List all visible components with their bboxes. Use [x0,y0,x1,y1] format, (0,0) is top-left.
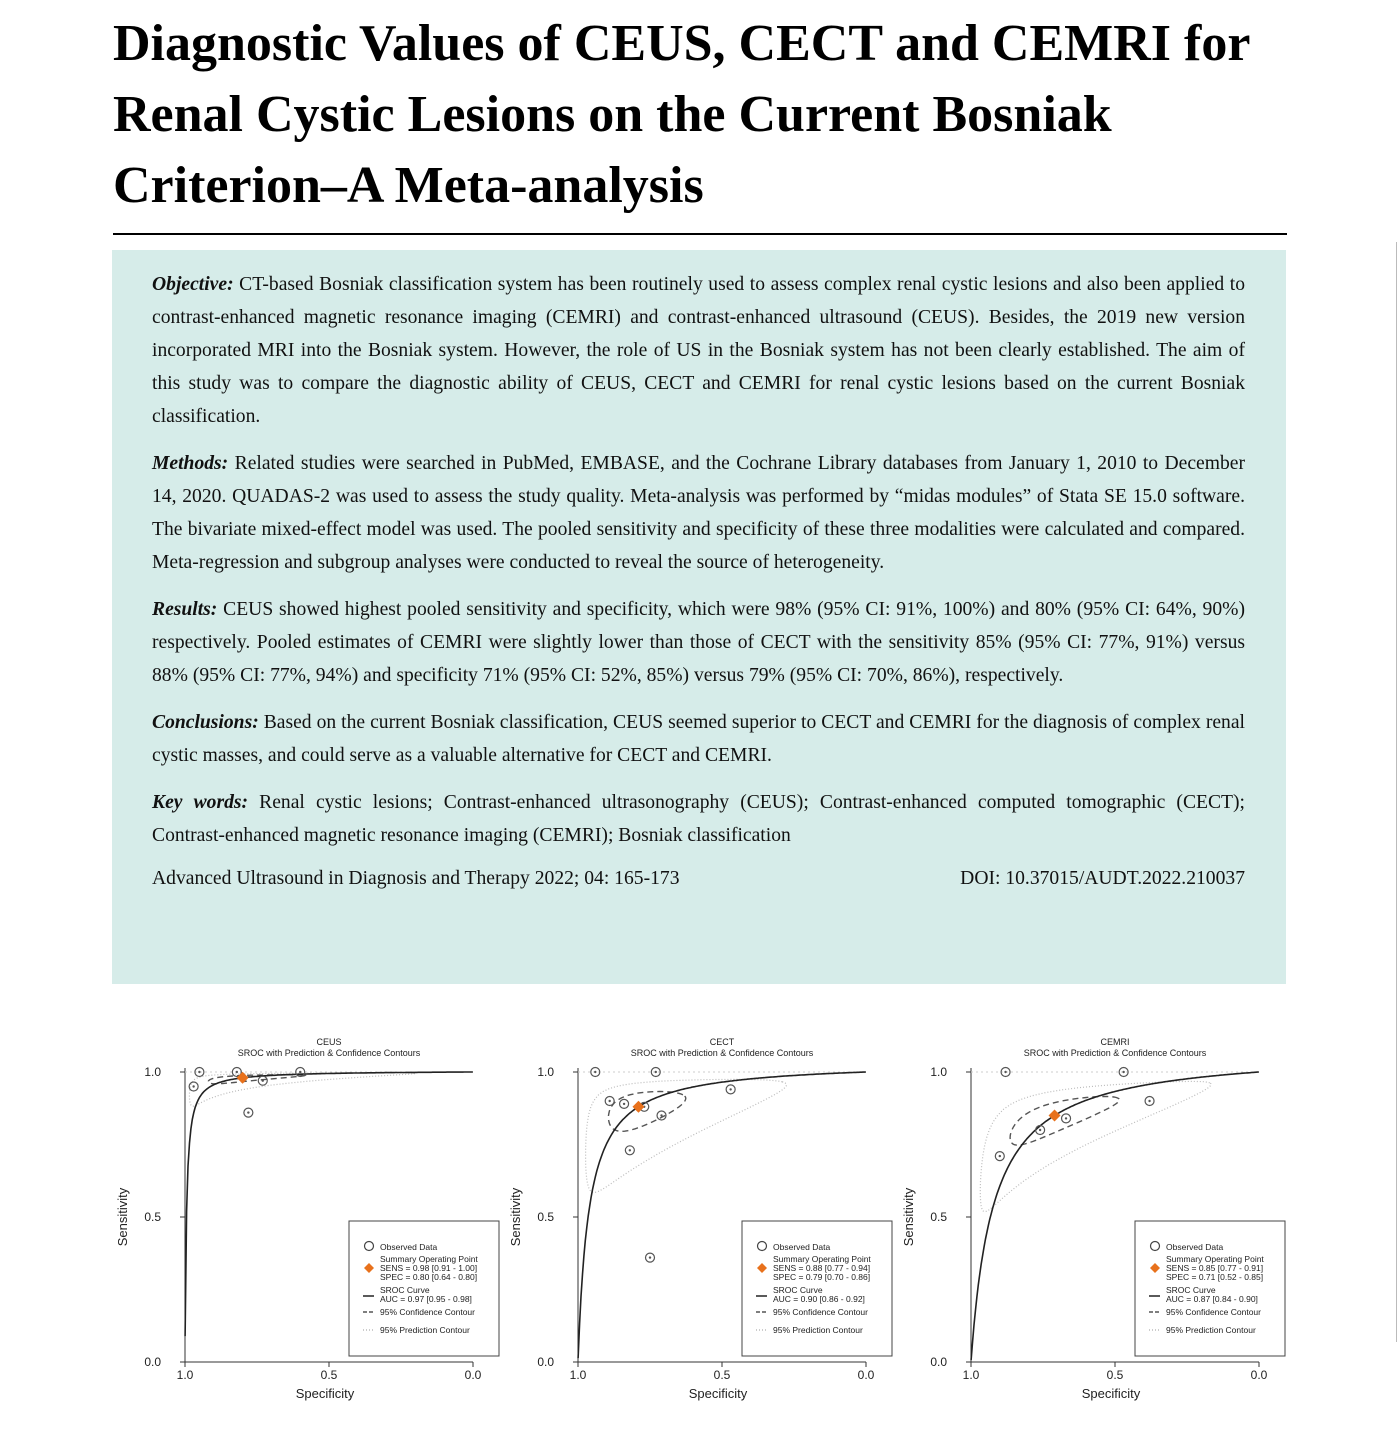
methods-label: Methods: [152,453,229,474]
x-axis-label: Specificity [295,1386,355,1401]
confidence-contour [1010,1097,1119,1146]
prediction-contour [189,1073,415,1106]
legend-observed-label: Observed Data [380,1242,438,1252]
y-tick-label: 0.5 [930,1210,947,1224]
y-tick-label: 0.5 [144,1210,161,1224]
citation-row [152,862,1245,895]
legend-confidence-label: 95% Confidence Contour [380,1307,475,1317]
legend-sroc-label: SROC Curve [773,1285,823,1295]
observed-point-center [1122,1071,1124,1073]
abstract-methods [152,447,1245,579]
legend-confidence-label: 95% Confidence Contour [1166,1307,1261,1317]
legend-sens-label: SENS = 0.85 [0.77 - 0.91] [1166,1263,1264,1273]
y-tick-label: 1.0 [537,1065,554,1079]
legend-observed-label: Observed Data [773,1242,831,1252]
abstract-box [112,250,1286,984]
observed-point-center [198,1071,200,1073]
observed-point-center [729,1088,731,1090]
sroc-figure [0,1000,1400,1434]
observed-point-center [1148,1100,1150,1102]
plot-title-ceus: CEUS [316,1037,342,1047]
prediction-contour [586,1079,787,1192]
legend-prediction-label: 95% Prediction Contour [1166,1325,1256,1335]
x-tick-label: 0.5 [713,1368,731,1382]
confidence-contour [608,1092,685,1132]
x-axis-label: Specificity [1081,1386,1141,1401]
observed-point-center [1004,1071,1006,1073]
observed-point-center [629,1149,631,1151]
results-label: Results: [152,599,218,620]
y-tick-label: 0.0 [537,1355,554,1369]
x-tick-label: 1.0 [569,1368,587,1382]
observed-point-center [594,1071,596,1073]
observed-point-center [623,1103,625,1105]
y-tick-label: 0.0 [930,1355,947,1369]
abstract-keywords [152,786,1245,852]
x-tick-label: 0.5 [320,1368,338,1382]
observed-point-center [999,1155,1001,1157]
x-tick-label: 0.0 [857,1368,875,1382]
legend-auc-label: AUC = 0.87 [0.84 - 0.90] [1166,1294,1258,1304]
keywords-text: Renal cystic lesions; Contrast-enhanced ultrasonography (CEUS); Contrast-enhanced computed tomographic (CECT); Contrast-enhanced magnetic resonance imaging (CEMRI); Bosniak classification [152,792,1245,846]
y-tick-label: 1.0 [144,1065,161,1079]
objective-text: CT-based Bosniak classification system has been routinely used to assess complex renal cystic lesions and also been applied to contrast-enhanced magnetic resonance imaging (CEMRI) and contrast-enhanced ultrasound (CEUS). Besides, the 2019 new version incorporated MRI into the Bosniak system. However, the role of US in the Bosniak system has not been clearly established. The aim of this study was to compare the diagnostic ability of CEUS, CECT and CEMRI for renal cystic lesions based on the current Bosniak classification. [152,274,1245,427]
prediction-contour [980,1081,1211,1211]
results-text: CEUS showed highest pooled sensitivity and specificity, which were 98% (95% CI: 91%, 100%) and 80% (95% CI: 64%, 90%) respectively. Pooled estimates of CEMRI were slightly lower than those of CECT with the sensitivity 85% (95% CI: 77%, 91%) versus 88% (95% CI: 77%, 94%) and specificity 71% (95% CI: 52%, 85%) versus 79% (95% CI: 70%, 86%), respectively. [152,599,1245,686]
objective-label: Objective: [152,274,234,295]
observed-point-center [608,1100,610,1102]
legend-prediction-label: 95% Prediction Contour [380,1325,470,1335]
y-axis-label: Sensitivity [901,1187,916,1247]
observed-point-center [1065,1117,1067,1119]
observed-point-center [262,1080,264,1082]
y-tick-label: 0.5 [537,1210,554,1224]
legend-prediction-label: 95% Prediction Contour [773,1325,863,1335]
observed-point-center [649,1256,651,1258]
title-divider [113,233,1287,235]
y-tick-label: 0.0 [144,1355,161,1369]
observed-point-center [660,1114,662,1116]
observed-point-center [299,1071,301,1073]
doi-link[interactable]: DOI: 10.37015/AUDT.2022.210037 [960,868,1245,889]
keywords-label: Key words: [152,792,249,813]
observed-point-center [655,1071,657,1073]
legend-sroc-label: SROC Curve [380,1285,430,1295]
plot-title-cect: CECT [709,1037,735,1047]
conclusions-text: Based on the current Bosniak classification, CEUS seemed superior to CECT and CEMRI for the diagnosis of complex renal cystic masses, and could serve as a valuable alternative for CECT and CEMRI. [152,712,1245,766]
observed-point-center [236,1071,238,1073]
plot-title-cemri: CEMRI [1100,1037,1130,1047]
abstract-objective [152,268,1245,433]
x-tick-label: 0.5 [1106,1368,1124,1382]
y-tick-label: 1.0 [930,1065,947,1079]
legend-auc-label: AUC = 0.97 [0.95 - 0.98] [380,1294,472,1304]
legend-spec-label: SPEC = 0.79 [0.70 - 0.86] [773,1272,871,1282]
y-axis-label: Sensitivity [508,1187,523,1247]
legend-observed-label: Observed Data [1166,1242,1224,1252]
observed-point-center [192,1085,194,1087]
x-tick-label: 0.0 [1250,1368,1268,1382]
legend-summary-label: Summary Operating Point [773,1254,871,1264]
conclusions-label: Conclusions: [152,712,259,733]
legend-sroc-label: SROC Curve [1166,1285,1216,1295]
legend-confidence-label: 95% Confidence Contour [773,1307,868,1317]
legend-summary-label: Summary Operating Point [1166,1254,1264,1264]
legend-sens-label: SENS = 0.88 [0.77 - 0.94] [773,1263,871,1273]
y-axis-label: Sensitivity [115,1187,130,1247]
abstract-conclusions [152,706,1245,772]
article-title: Diagnostic Values of CEUS, CECT and CEMRI for Renal Cystic Lesions on the Current Bosniak Criterion–A Meta-analysis [113,15,1250,214]
observed-point-center [247,1111,249,1113]
legend-spec-label: SPEC = 0.80 [0.64 - 0.80] [380,1272,478,1282]
x-tick-label: 1.0 [962,1368,980,1382]
x-tick-label: 1.0 [176,1368,194,1382]
abstract-results [152,593,1245,692]
observed-point-center [1039,1129,1041,1131]
plot-subtitle-cemri: SROC with Prediction & Confidence Contours [1023,1048,1207,1058]
journal-citation: Advanced Ultrasound in Diagnosis and Therapy 2022; 04: 165-173 [152,868,680,889]
x-axis-label: Specificity [688,1386,748,1401]
legend-spec-label: SPEC = 0.71 [0.52 - 0.85] [1166,1272,1264,1282]
x-tick-label: 0.0 [464,1368,482,1382]
legend-sens-label: SENS = 0.98 [0.91 - 1.00] [380,1263,478,1273]
plot-subtitle-ceus: SROC with Prediction & Confidence Contours [237,1048,421,1058]
legend-auc-label: AUC = 0.90 [0.86 - 0.92] [773,1294,865,1304]
summary-operating-point [1049,1110,1061,1122]
methods-text: Related studies were searched in PubMed, EMBASE, and the Cochrane Library databases from January 1, 2010 to December 14, 2020. QUADAS-2 was used to assess the study quality. Meta-analysis was performed by “midas modules” of Stata SE 15.0 software. The bivariate mixed-effect model was used. The pooled sensitivity and specificity of these three modalities were calculated and compared. Meta-regression and subgroup analyses were conducted to reveal the source of heterogeneity. [152,453,1245,573]
plot-subtitle-cect: SROC with Prediction & Confidence Contours [630,1048,814,1058]
legend-summary-label: Summary Operating Point [380,1254,478,1264]
